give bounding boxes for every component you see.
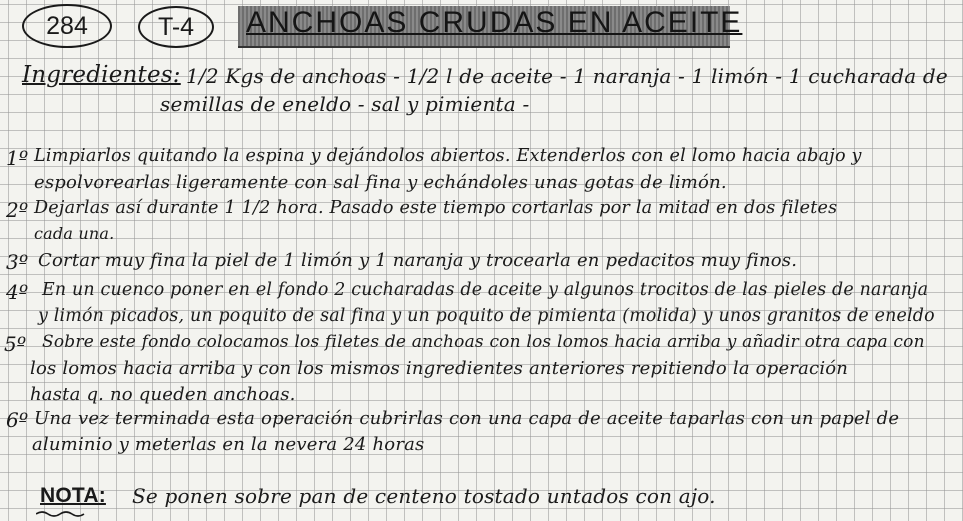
step-2-line-2: cada una. [34,224,115,243]
step-5-line-2: los lomos hacia arriba y con los mismos ingredientes anteriores repitiendo la operación [30,358,849,379]
step-5-line-3: hasta q. no queden anchoas. [30,384,296,405]
recipe-code: T-4 [157,12,195,41]
step-number: 3º [6,250,29,274]
wavy-underline [36,510,88,518]
step-6-line-2: aluminio y meterlas en la nevera 24 horas [32,434,425,455]
step-4-line-1: En un cuenco poner en el fondo 2 cucharadas de aceite y algunos trocitos de las pieles de naranja [42,280,929,300]
step-2-line-1: Dejarlas así durante 1 1/2 hora. Pasado este tiempo cortarlas por la mitad en dos filetes [34,198,838,218]
step-5-line-1: Sobre este fondo colocamos los filetes de anchoas con los lomos hacia arriba y añadir otra capa con [42,332,925,352]
ingredients-line-1: 1/2 Kgs de anchoas - 1/2 l de aceite - 1 naranja - 1 limón - 1 cucharada de [186,64,948,88]
step-number: 2º [6,198,29,222]
recipe-number: 284 [46,11,88,40]
step-number: 5º [4,332,27,356]
step-4-line-2: y limón picados, un poquito de sal fina y un poquito de pimienta (molida) y unos granitos de eneldo [38,306,935,326]
ingredients-line-2: semillas de eneldo - sal y pimienta - [160,92,530,116]
page-title: ANCHOAS CRUDAS EN ACEITE [246,6,743,39]
step-1-line-1: Limpiarlos quitando la espina y dejándolos abiertos. Extenderlos con el lomo hacia abajo y [34,146,862,166]
step-number: 4º [6,280,29,304]
recipe-code-badge [138,6,214,48]
recipe-number-badge [22,4,112,48]
note-text: Se ponen sobre pan de centeno tostado untados con ajo. [132,484,716,508]
step-1-line-2: espolvorearlas ligeramente con sal fina y echándoles unas gotas de limón. [34,172,727,193]
step-3-line-1: Cortar muy fina la piel de 1 limón y 1 naranja y trocearla en pedacitos muy finos. [38,250,798,271]
step-6-line-1: Una vez terminada esta operación cubrirlas con una capa de aceite taparlas con un papel de [34,408,900,429]
step-number: 6º [6,408,29,432]
step-number: 1º [6,146,29,170]
ingredients-label: Ingredientes: [22,62,181,88]
note-label: NOTA: [40,484,106,507]
